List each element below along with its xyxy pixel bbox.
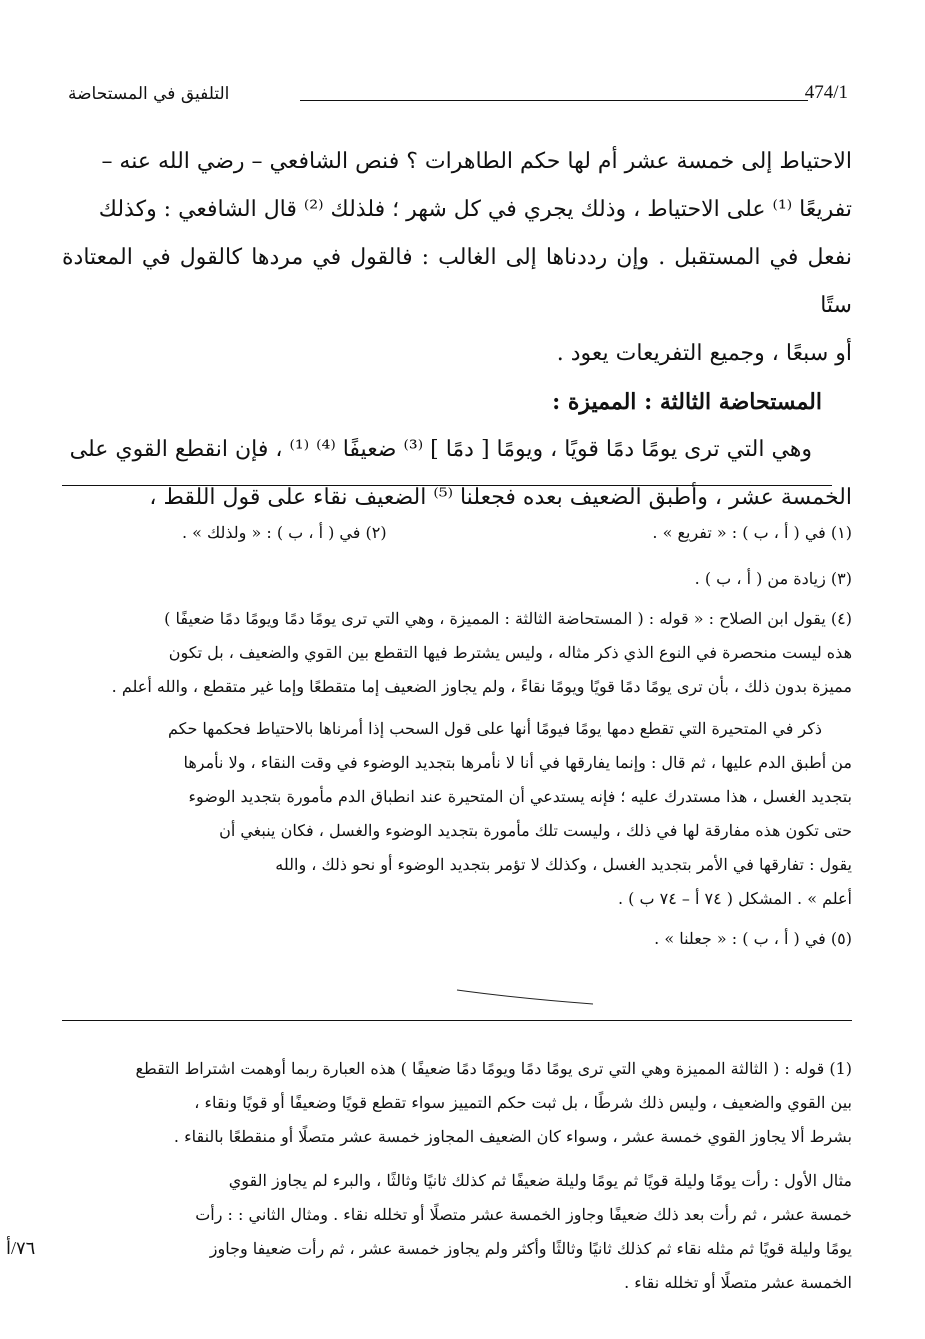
annotation-line: يومًا وليلة قويًا ثم مثله نقاء ثم كذلك ثانيًا وثالثًا وأكثر ولم يجاوز خمسة عشر ، ثم رأت ضعيفا وجاوز xyxy=(209,1239,852,1258)
footnote-line: أعلم » . المشكل ( ٧٤ أ – ٧٤ ب ) . xyxy=(617,889,852,908)
section-heading: المستحاضة الثالثة : المميزة : xyxy=(552,389,822,415)
text-line: وهي التي ترى يومًا دمًا قويًا ، ويومًا [ دمًا ] ⁽³⁾ ضعيفًا ⁽⁴⁾ ⁽¹⁾ ، فإن انقطع القوي على xyxy=(69,437,812,462)
page-number: 474/1 xyxy=(804,82,848,103)
footnote-line: هذه ليست منحصرة في النوع الذي ذكر مثاله ، وليس يشترط فيها التقطع بين القوي والضعيف ، بل تكون xyxy=(168,643,852,662)
footnote-2: (٢) في ( أ ، ب ) : « ولذلك » . xyxy=(182,523,387,542)
footnote-line: بتجديد الغسل ، هذا مستدرك عليه ؛ فإنه يستدعي أن المتحيرة عند انطباق الدم مأمورة بتجديد الوضوء xyxy=(188,787,852,806)
annotation-line: بين القوي والضعيف ، وليس ذلك شرطًا ، بل ثبت حكم التمييز سواء تقطع قويًا وضعيفًا أو قويًا ونقاء ، xyxy=(194,1093,852,1112)
annotation-line: الخمسة عشر متصلًا أو تخلله نقاء . xyxy=(624,1273,852,1292)
annotation-line: (1) قوله : ( الثالثة المميزة وهي التي ترى يومًا دمًا ويومًا دمًا ضعيفًا ) هذه العبارة ربما أوهمت اشتراط التقطع xyxy=(135,1059,852,1078)
annotation-line: خمسة عشر ، ثم رأت بعد ذلك ضعيفًا وجاوز الخمسة عشر متصلًا أو تخلله نقاء . ومثال الثاني : : رأت xyxy=(195,1205,852,1224)
footnote-row xyxy=(62,516,852,550)
running-title: التلفيق في المستحاضة xyxy=(68,84,230,104)
footnote-line: من أطبق الدم عليها ، ثم قال : وإنما يفارقها في أنا لا نأمرها بتجديد الوضوء في وقت النقاء ، ولا نأمرها xyxy=(183,753,852,772)
footnote-1: (١) في ( أ ، ب ) : « تفريع » . xyxy=(652,523,852,542)
text-line: أو سبعًا ، وجميع التفريعات يعود . xyxy=(556,341,852,366)
footnote-4 xyxy=(62,602,852,704)
footnote-line: ذكر في المتحيرة التي تقطع دمها يومًا فيومًا أنها على قول السحب إذا أمرناها بالاحتياط فحكمها حكم xyxy=(167,719,822,738)
footnote-5: (٥) في ( أ ، ب ) : « جعلنا » . xyxy=(654,929,852,948)
annotation-separator xyxy=(62,1020,852,1021)
footnote-4-continued xyxy=(62,712,852,916)
footnote-separator xyxy=(62,485,832,486)
annotation-line: مثال الأول : رأت يومًا وليلة قويًا ثم يومًا وليلة ضعيفًا ثم كذلك ثانيًا وثالثًا ، والبرء لم يجاوز القوي xyxy=(228,1171,852,1190)
header-rule xyxy=(300,100,808,101)
text-line: الخمسة عشر ، وأطبق الضعيف بعده فجعلنا ⁽⁵⁾ الضعيف نقاء على قول اللقط ، xyxy=(149,485,852,510)
footnotes-block xyxy=(62,516,852,956)
footnote-3: (٣) زيادة من ( أ ، ب ) . xyxy=(694,569,852,588)
main-text xyxy=(62,138,852,522)
text-line: الاحتياط إلى خمسة عشر أم لها حكم الطاهرات ؟ فنص الشافعي – رضي الله عنه – xyxy=(101,149,852,174)
annotation-paragraph-2 xyxy=(62,1164,852,1300)
annotations-block xyxy=(62,1052,852,1300)
manuscript-folio-marker: ٧٦/أ xyxy=(6,1238,36,1258)
pen-stroke-mark xyxy=(455,988,595,1006)
footnote-line: يقول : تفارقها في الأمر بتجديد الغسل ، وكذلك لا تؤمر بتجديد الوضوء أو نحو ذلك ، والله xyxy=(275,855,852,874)
annotation-line: بشرط ألا يجاوز القوي خمسة عشر ، وسواء كان الضعيف المجاوز خمسة عشر متصلًا أو منقطعًا بالنقاء . xyxy=(173,1127,852,1146)
text-line: تفريعًا ⁽¹⁾ على الاحتياط ، وذلك يجري في كل شهر ؛ فلذلك ⁽²⁾ قال الشافعي : وكذلك xyxy=(98,197,852,222)
text-line: نفعل في المستقبل . وإن رددناها إلى الغالب : فالقول في مردها كالقول في المعتادة ستًا xyxy=(62,245,852,318)
footnote-line: حتى تكون هذه مفارقة لها في ذلك ، وليست تلك مأمورة بتجديد الوضوء والغسل ، فكان ينبغي أن xyxy=(219,821,852,840)
running-header xyxy=(60,82,850,112)
footnote-line: مميزة بدون ذلك ، بأن ترى يومًا دمًا قويًا ويومًا نقاءً ، ولم يجاوز الضعيف إما متقطعًا وإما غير متقطع ، والله أعلم . xyxy=(111,677,852,696)
footnote-line: (٤) يقول ابن الصلاح : « قوله : ( المستحاضة الثالثة : المميزة ، وهي التي ترى يومًا دمًا ويومًا دمًا ضعيفًا ) xyxy=(164,609,852,628)
